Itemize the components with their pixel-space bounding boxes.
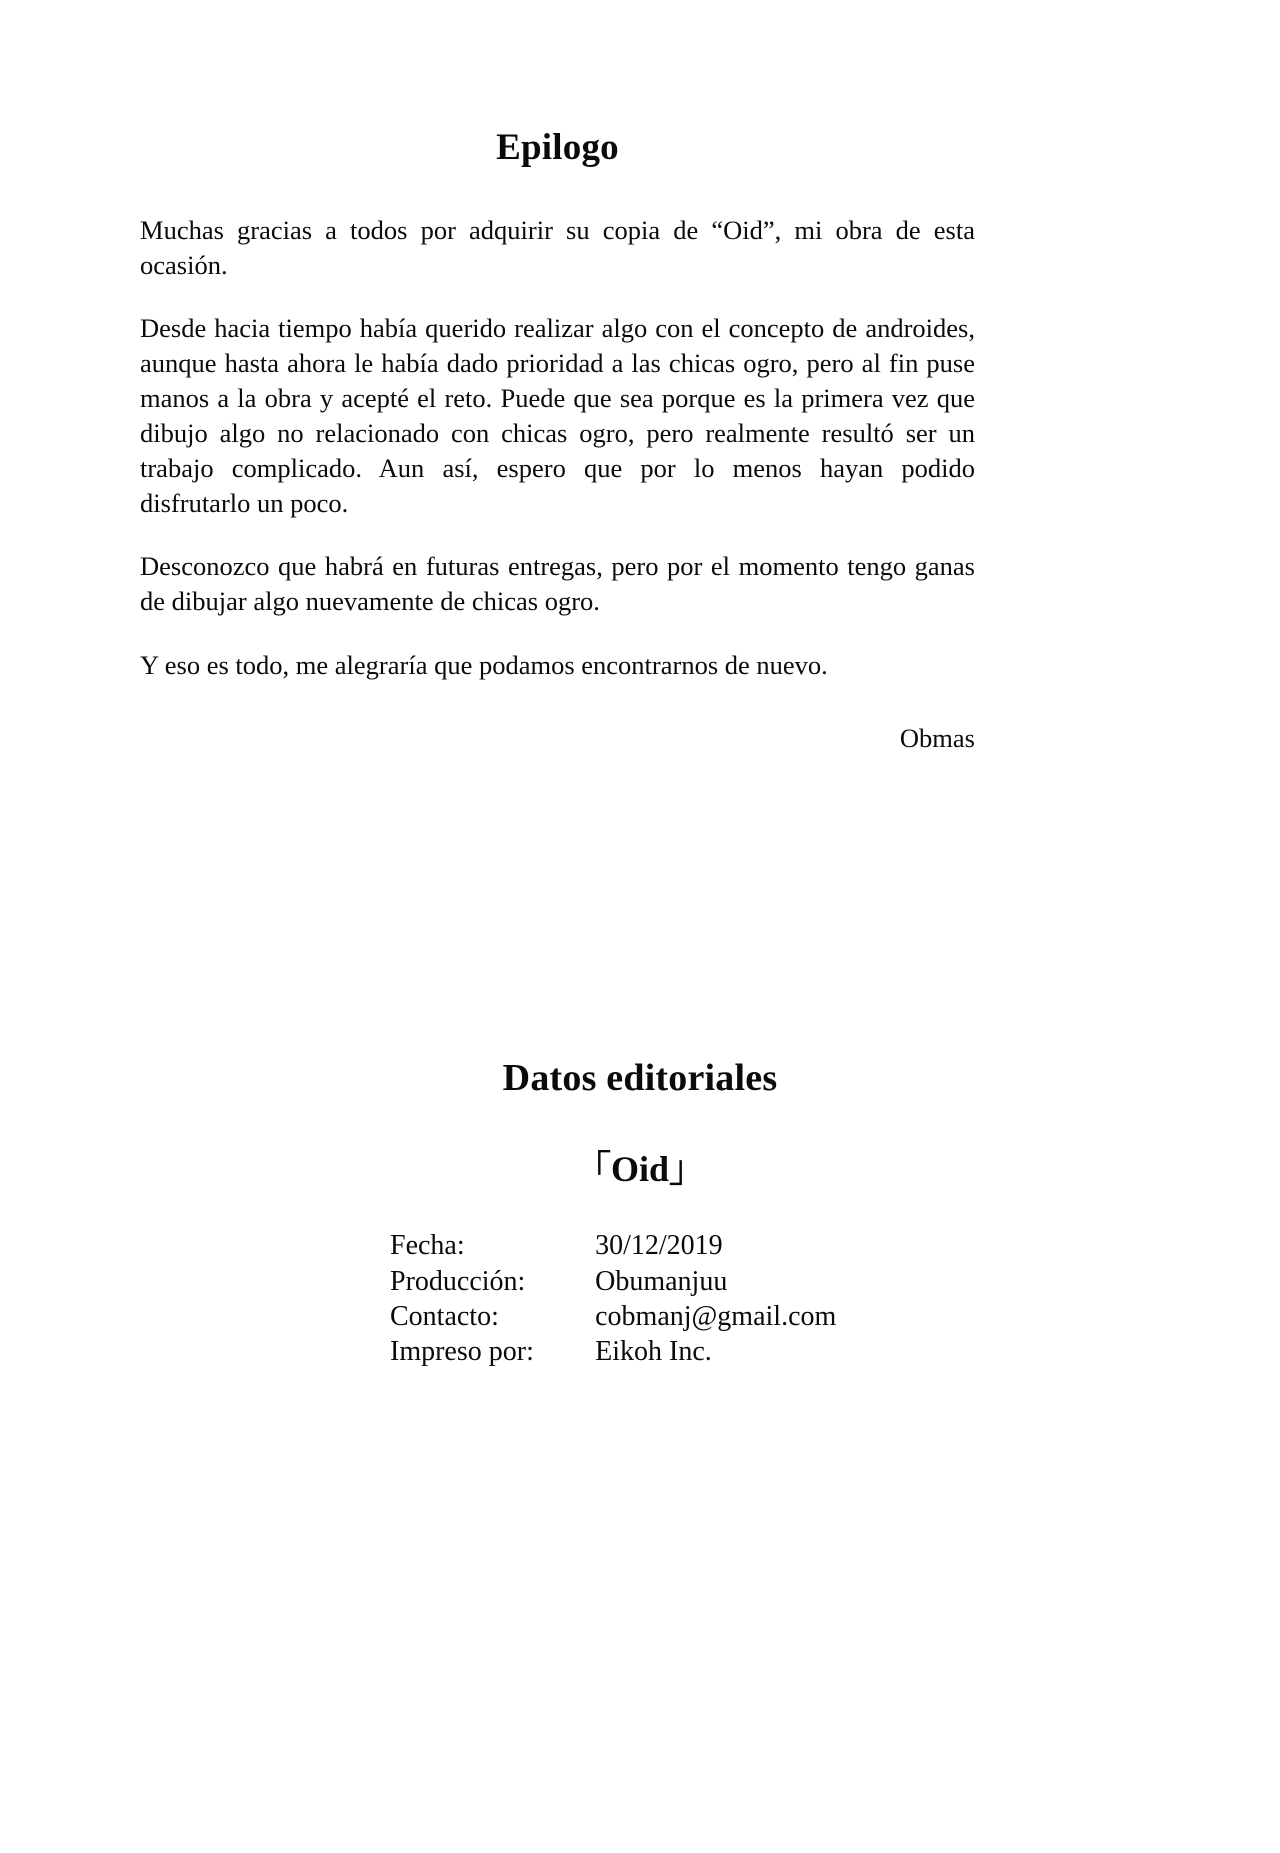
colophon-value-produccion: Obumanjuu: [595, 1265, 728, 1297]
epilogue-paragraph-2: Desde hacia tiempo había querido realizar algo con el concepto de androides, aunque hasta ahora le había dado prioridad a las chicas ogro, pero al fin puse manos a la obra y acepté el reto. Puede que sea porque es la primera vez que dibujo algo no relacionado con chicas ogro, pero realmente resultó ser un trabajo complicado. Aun así, espero que por lo menos hayan podido disfrutarlo un poco.: [140, 313, 975, 518]
colophon-value-impreso-por: Eikoh Inc.: [595, 1335, 712, 1367]
colophon-label-produccion: Producción:: [390, 1265, 526, 1297]
epilogue-section: [140, 128, 975, 755]
colophon-label-impreso-por: Impreso por:: [390, 1335, 534, 1367]
epilogue-paragraph-1: Muchas gracias a todos por adquirir su copia de “Oid”, mi obra de esta ocasión.: [140, 214, 975, 280]
epilogue-paragraph-3: Desconozco que habrá en futuras entregas, pero por el momento tengo ganas de dibujar algo nuevamente de chicas ogro.: [140, 551, 975, 617]
colophon-table: [390, 1229, 890, 1370]
epilogue-paragraph-4: Y eso es todo, me alegraría que podamos encontrarnos de nuevo.: [140, 650, 828, 681]
colophon-work-title: 「Oid」: [574, 1148, 706, 1189]
epilogue-title: Epilogo: [496, 127, 619, 168]
table-row: [390, 1335, 890, 1370]
table-row: [390, 1229, 890, 1264]
colophon-value-fecha: 30/12/2019: [595, 1230, 723, 1262]
table-row: [390, 1300, 890, 1335]
colophon-value-contacto: cobmanj@gmail.com: [595, 1300, 837, 1332]
colophon-title: Datos editoriales: [502, 1057, 778, 1099]
colophon-section: [0, 1058, 1280, 1370]
colophon-label-contacto: Contacto:: [390, 1300, 499, 1332]
author-signature: Obmas: [899, 722, 975, 753]
table-row: [390, 1265, 890, 1300]
colophon-label-fecha: Fecha:: [390, 1230, 465, 1262]
